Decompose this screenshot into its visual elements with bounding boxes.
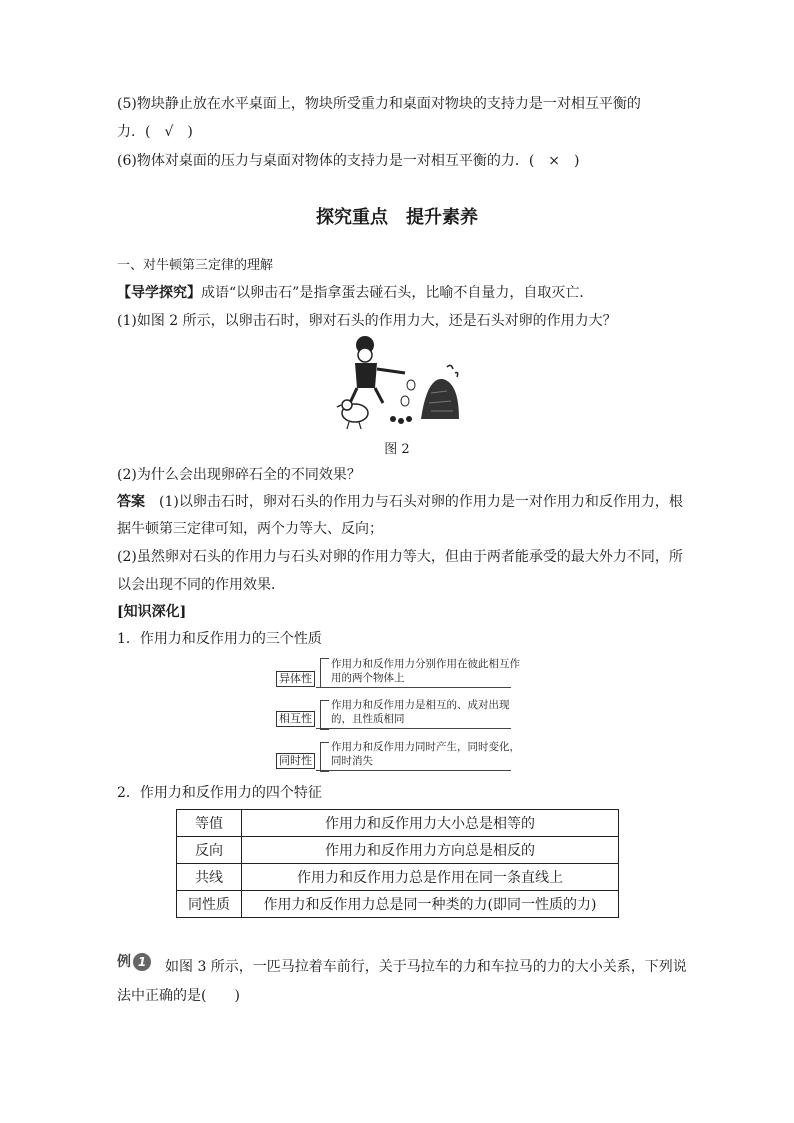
trait-desc: 作用力和反作用力方向总是相反的 (242, 837, 619, 864)
bracket-line (320, 700, 329, 730)
underline (316, 728, 511, 729)
example-badge (117, 951, 151, 971)
property-text: 作用力和反作用力同时产生，同时变化，同时消失 (331, 741, 520, 767)
trait-name: 反向 (177, 837, 242, 864)
answer-label: 答案 (117, 494, 145, 510)
properties-diagram (276, 654, 526, 774)
property-text: 作用力和反作用力是相互的、成对出现的，且性质相同 (331, 699, 510, 725)
knowledge-heading-2: 2．作用力和反作用力的四个特征 (117, 785, 322, 801)
underline (316, 770, 511, 771)
question-5-line2: 力．( √ ) (117, 124, 193, 140)
bracket-line (320, 658, 329, 688)
table-row (177, 837, 619, 864)
answer-line3: (2)虽然卵对石头的作用力与石头对卵的作用力等大，但由于两者能承受的最大外力不同，所 (117, 549, 683, 565)
example-label: 例 (117, 954, 131, 970)
question-6: (6)物体对桌面的压力与桌面对物体的支持力是一对相互平衡的力．( × ) (117, 153, 580, 169)
property-text: 作用力和反作用力分别作用在彼此相互作用的两个物体上 (331, 658, 520, 684)
trait-desc: 作用力和反作用力大小总是相等的 (242, 810, 619, 837)
example-number-icon: 1 (133, 953, 151, 971)
traits-table (176, 809, 619, 918)
guide-paragraph (117, 283, 593, 303)
table-row (177, 810, 619, 837)
table-row (177, 891, 619, 918)
trait-name: 同性质 (177, 891, 242, 918)
subsection-heading: 一、对牛顿第三定律的理解 (117, 258, 274, 273)
trait-name: 等值 (177, 810, 242, 837)
figure-caption: 图 2 (384, 442, 410, 457)
knowledge-heading-1: 1．作用力和反作用力的三个性质 (117, 631, 322, 647)
guide-question-2: (2)为什么会出现卵碎石全的不同效果？ (117, 467, 361, 483)
trait-desc: 作用力和反作用力总是同一种类的力(即同一性质的力) (242, 891, 619, 918)
property-name: 异体性 (276, 671, 315, 687)
trait-name: 共线 (177, 864, 242, 891)
answer-line2: 据牛顿第三定律可知，两个力等大、反向； (117, 521, 383, 537)
table-row (177, 864, 619, 891)
answer-line1 (117, 492, 683, 512)
answer-text-1a: (1)以卵击石时，卵对石头的作用力与石头对卵的作用力是一对作用力和反作用力，根 (159, 494, 683, 510)
underline (316, 687, 511, 688)
bracket-line (320, 742, 329, 772)
guide-text: 成语“以卵击石”是指拿蛋去碰石头，比喻不自量力，自取灭亡． (201, 285, 594, 301)
property-name: 相互性 (276, 711, 315, 727)
example-line2: 法中正确的是( ) (117, 988, 240, 1004)
property-name: 同时性 (276, 753, 315, 769)
egg-stone-illustration (335, 333, 465, 433)
knowledge-tag: [知识深化] (117, 604, 187, 620)
section-title: 探究重点 提升素养 (316, 207, 478, 228)
answer-line4: 以会出现不同的作用效果． (117, 577, 285, 593)
question-5-line1: (5)物块静止放在水平桌面上，物块所受重力和桌面对物块的支持力是一对相互平衡的 (117, 96, 641, 112)
example-line1: 如图 3 所示，一匹马拉着车前行，关于马拉车的力和车拉马的力的大小关系，下列说 (165, 959, 687, 975)
guide-question-1: (1)如图 2 所示，以卵击石时，卵对石头的作用力大，还是石头对卵的作用力大？ (117, 313, 617, 329)
guide-tag: 【导学探究】 (117, 285, 201, 301)
trait-desc: 作用力和反作用力总是作用在同一条直线上 (242, 864, 619, 891)
